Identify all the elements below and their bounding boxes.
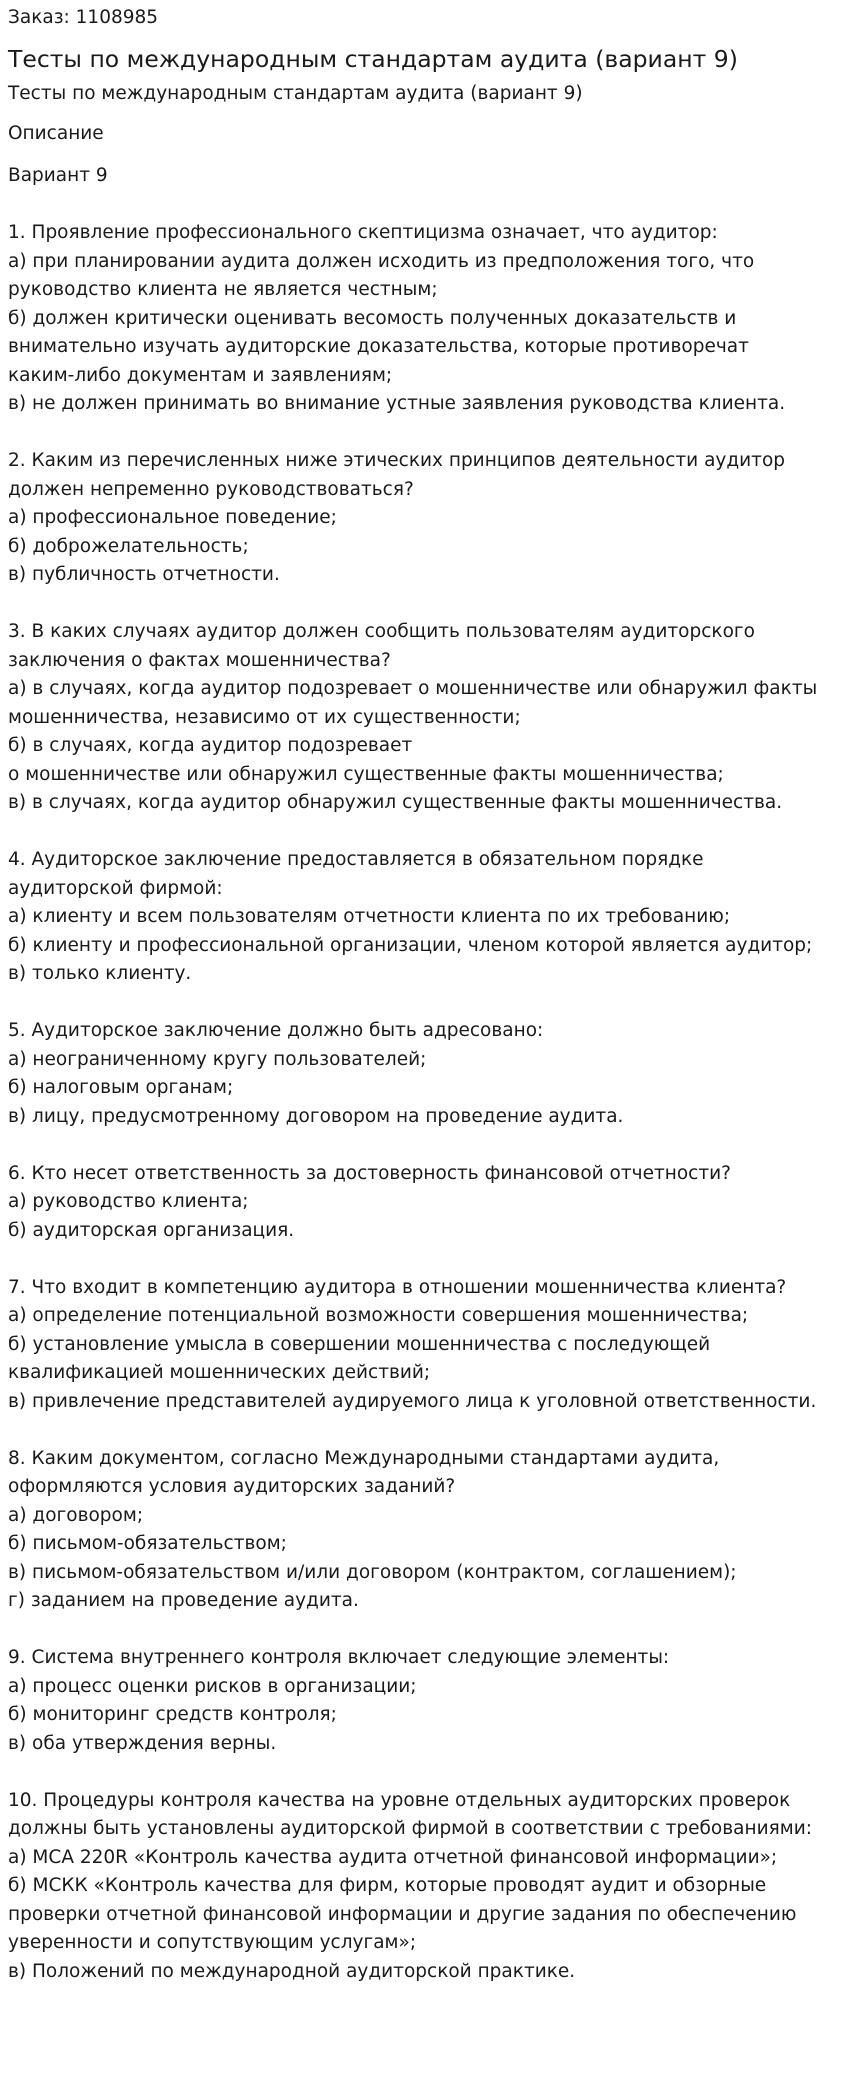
description-heading: Описание xyxy=(8,123,104,144)
page-title: Тесты по международным стандартам аудита (вариант 9) xyxy=(8,45,738,73)
document-page xyxy=(0,4,847,2082)
description-text: Вариант 9 1. Проявление профессионального скептицизма означает, что аудитор: а) при планировании аудита должен исходить из предположения того, что руководство клиента не является честным; б) должен критически оценивать весомость полученных доказательств и внимательно изучать аудиторские доказательства, которые противоречат каким-либо документам и заявлениям; в) не должен принимать во внимание устные заявления руководства клиента. 2. Каким из перечисленных ниже этических принципов деятельности аудитор должен непременно руководствоваться? а) профессиональное поведение; б) доброжелательность; в) публичность отчетности. 3. В каких случаях аудитор должен сообщить пользователям аудиторского заключения о фактах мошенничества? а) в случаях, когда аудитор подозревает о мошенничестве или обнаружил факты мошенничества, независимо от их существенности; б) в случаях, когда аудитор подозревает о мошенничестве или обнаружил существенные факты мошенничества; в) в случаях, когда аудитор обнаружил существенные факты мошенничества. 4. Аудиторское заключение предоставляется в обязательном порядке аудиторской фирмой: а) клиенту и всем пользователям отчетности клиента по их требованию; б) клиенту и профессиональной организации, членом которой является аудитор; в) только клиенту. 5. Аудиторское заключение должно быть адресовано: а) неограниченному кругу пользователей; б) налоговым органам; в) лицу, предусмотренному договором на проведение аудита. 6. Кто несет ответственность за достоверность финансовой отчетности? а) руководство клиента; б) аудиторская организация. 7. Что входит в компетенцию аудитора в отношении мошенничества клиента? а) определение потенциальной возможности совершения мошенничества; б) установление умысла в совершении мошенничества с последующей квалификацией мошеннических действий; в) привлечение представителей аудируемого лица к уголовной ответственности. 8. Каким документом, согласно Международными стандартами аудита, оформляются условия аудиторских заданий? а) договором; б) письмом-обязательством; в) письмом-обязательством и/или договором (контрактом, соглашением); г) заданием на проведение аудита. 9. Система внутреннего контроля включает следующие элементы: а) процесс оценки рисков в организации; б) мониторинг средств контроля; в) оба утверждения верны. 10. Процедуры контроля качества на уровне отдельных аудиторских проверок должны быть установлены аудиторской фирмой в соответствии с требованиями: а) МСА 220R «Контроль качества аудита отчетной финансовой информации»; б) МСКК «Контроль качества для фирм, которые проводят аудит и обзорные проверки отчетной финансовой информации и другие задания по обеспечению уверенности и сопутствующим услугам»; в) Положений по международной аудиторской практике. xyxy=(8,165,818,1982)
page-subtitle: Тесты по международным стандартам аудита (вариант 9) xyxy=(8,83,583,104)
order-number: Заказ: 1108985 xyxy=(8,7,159,28)
